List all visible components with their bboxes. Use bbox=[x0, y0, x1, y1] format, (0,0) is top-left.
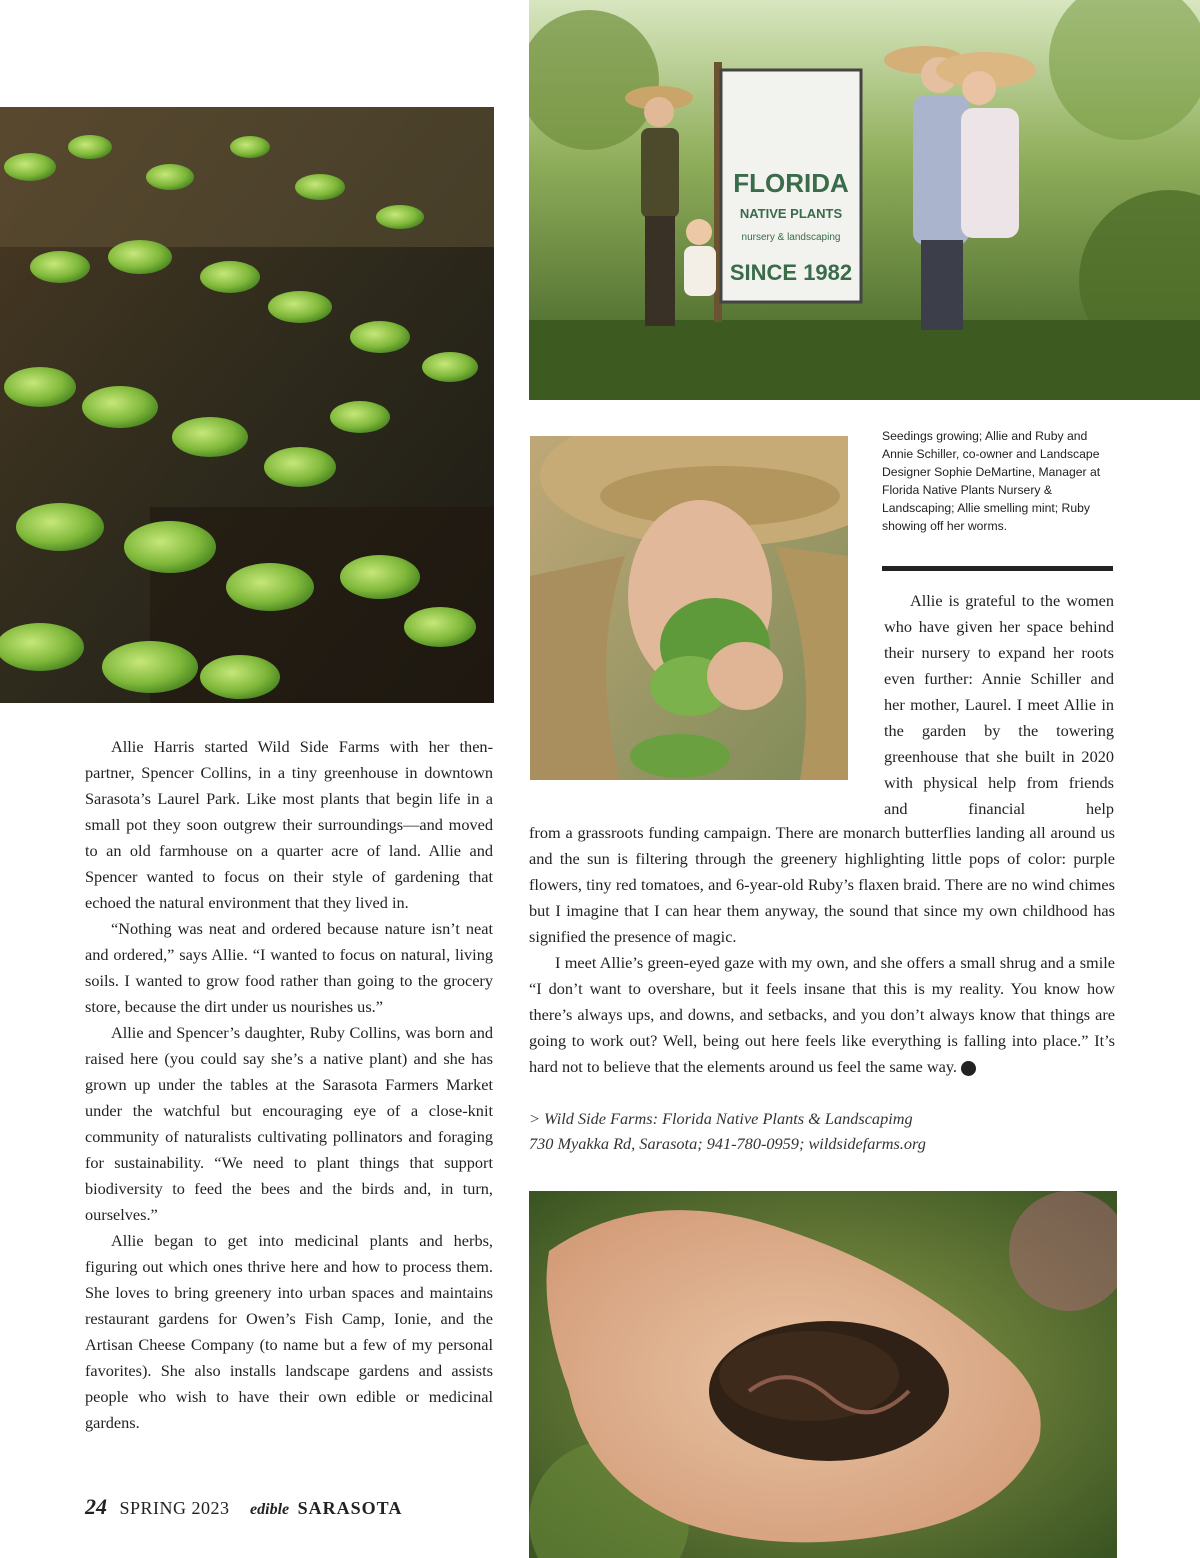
seedlings-photo bbox=[0, 107, 494, 703]
right-column-narrow bbox=[884, 588, 1114, 822]
paragraph-continuation: from a grassroots funding campaign. There are monarch butterflies landing all around us and the sun is filtering through the greenery highlighting little pops of color: purple flowers, tiny red tomatoes, and 6-year-old Ruby’s flaxen braid. There are no wind chimes but I imagine that I can hear them anyway, the sound that since my own childhood has signified the presence of magic. bbox=[529, 823, 1115, 946]
farm-info bbox=[529, 1106, 1049, 1156]
end-mark-icon: e bbox=[961, 1061, 976, 1076]
magazine-brand-prefix: edible bbox=[250, 1501, 290, 1518]
sign-line4: SINCE 1982 bbox=[729, 260, 853, 285]
paragraph: “Nothing was neat and ordered because nature isn’t neat and ordered,” says Allie. “I wanted to focus on natural, living soils. I wanted to grow food rather than going to the grocery store, because the dirt under us nourishes us.” bbox=[85, 919, 493, 1016]
photo-caption: Seedings growing; Allie and Ruby and Annie Schiller, co-owner and Landscape Designer Sophie DeMartine, Manager at Florida Native Plants Nursery & Landscaping; Allie smelling mint; Ruby showing off her worms. bbox=[882, 429, 1101, 533]
sign-line3: nursery & landscaping bbox=[741, 232, 841, 243]
paragraph: Allie and Spencer’s daughter, Ruby Collins, was born and raised here (you could say she’s a native plant) and she has grown up under the tables at the Sarasota Farmers Market under the watchful but encouraging eye of a close-knit community of naturalists cultivating pollinators and foraging for sustainability. “We need to plant things that support biodiversity to feed the bees and the birds and, in turn, ourselves.” bbox=[85, 1023, 493, 1224]
sign-line1: FLORIDA bbox=[733, 168, 849, 198]
sign-line2: NATIVE PLANTS bbox=[739, 206, 843, 221]
page-number: 24 bbox=[85, 1494, 107, 1519]
paragraph: Allie is grateful to the women who have given her space behind their nursery to expand her roots even further: Annie Schiller and her mother, Laurel. I meet Allie in the garden by the towering greenhouse that she built in 2020 with physical help from friends and financial help bbox=[884, 591, 1114, 818]
right-column-wide bbox=[529, 820, 1115, 1080]
paragraph: Allie began to get into medicinal plants and herbs, figuring out which ones thrive here and how to process them. She loves to bring greenery into urban spaces and maintains restaurant gardens for Owen’s Fish Camp, Ionie, and the Artisan Cheese Company (to name but a few of my personal favorites). She also installs landscape gardens and assists people who wish to have their own edible or medicinal gardens. bbox=[85, 1231, 493, 1432]
farm-info-name: > Wild Side Farms: Florida Native Plants & Landscapimg bbox=[529, 1109, 913, 1128]
group-photo bbox=[529, 0, 1200, 400]
worms-in-hand-photo bbox=[529, 1191, 1117, 1558]
magazine-brand-name: SARASOTA bbox=[297, 1498, 403, 1518]
farm-info-address: 730 Myakka Rd, Sarasota; 941-780-0959; wildsidefarms.org bbox=[529, 1134, 926, 1153]
final-paragraph: I meet Allie’s green-eyed gaze with my own, and she offers a small shrug and a smile “I don’t want to overshare, but it feels insane that this is my reality. You know how there’s always ups, and downs, and setbacks, and you don’t always know that things are going to work out? Well, being out here feels like everything is falling into place.” It’s hard not to believe that the elements around us feel the same way. e bbox=[529, 953, 1115, 1076]
left-article-column bbox=[85, 734, 493, 1436]
mint-photo bbox=[530, 436, 848, 780]
paragraph: Allie Harris started Wild Side Farms with her then-partner, Spencer Collins, in a tiny greenhouse in downtown Sarasota’s Laurel Park. Like most plants that begin life in a small pot they soon outgrew their surroundings—and moved to an old farmhouse on a quarter acre of land. Allie and Spencer wanted to focus on their style of gardening that echoed the natural environment that they lived in. bbox=[85, 737, 493, 912]
issue-season: SPRING 2023 bbox=[119, 1498, 230, 1518]
caption-rule bbox=[882, 566, 1113, 571]
page-footer bbox=[85, 1494, 402, 1520]
